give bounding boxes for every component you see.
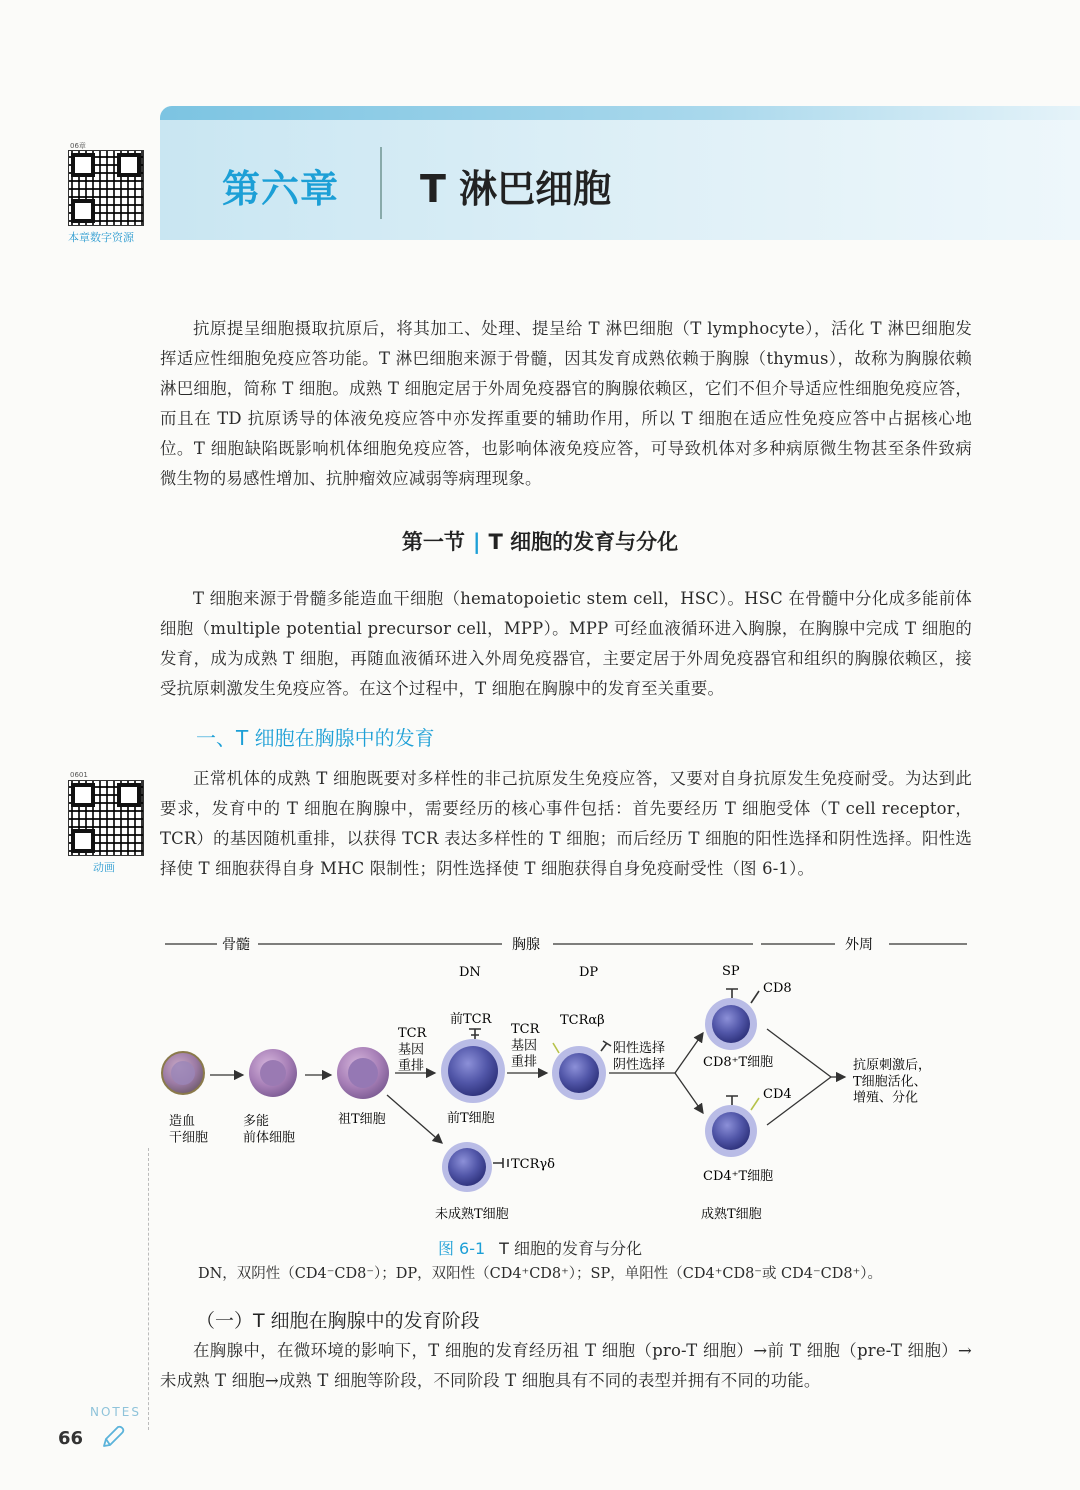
section-number: 第一节 xyxy=(401,530,465,554)
page-number: 66 xyxy=(58,1428,84,1449)
label-tcr-rearrangement: TCR 基因重排 xyxy=(511,1022,540,1070)
label-pre-tcr: 前TCR xyxy=(450,1012,492,1027)
cell-label-pre-t: 前T细胞 xyxy=(447,1111,495,1126)
subsection-heading: 一、T 细胞在胸腺中的发育 xyxy=(196,726,435,750)
stage-label: DP xyxy=(579,965,599,980)
cell-label-pro-t: 祖T细胞 xyxy=(338,1112,386,1127)
subsubsection-paragraph: 在胸腺中，在微环境的影响下，T 细胞的发育经历祖 T 细胞（pro-T 细胞）→前 T 细胞（pre-T 细胞）→未成熟 T 细胞→成熟 T 细胞等阶段，不同阶段 T 细胞具有不同的表型并拥有不同的功能。 xyxy=(160,1341,972,1390)
cell-label-cd8: CD8⁺T细胞 xyxy=(703,1055,774,1070)
qr-code-label: 动画 xyxy=(93,861,115,874)
qr-code-id: 06章 xyxy=(70,142,86,150)
label-outcome: 抗原刺激后， T细胞活化、增殖、分化 xyxy=(853,1058,932,1106)
figure-note: DN，双阴性（CD4⁻CD8⁻）；DP，双阳性（CD4⁺CD8⁺）；SP，单阳性（CD4⁺CD8⁻或 CD4⁻CD8⁺）。 xyxy=(197,1266,883,1282)
figure-caption xyxy=(0,1236,1080,1259)
qr-code-id: 0601 xyxy=(70,771,88,779)
cell-label-cd4: CD4⁺T细胞 xyxy=(703,1169,774,1184)
section-heading xyxy=(0,526,1080,556)
figure-number: 图 6-1 xyxy=(437,1239,486,1258)
pencil-icon xyxy=(100,1424,126,1450)
label-tcr-gamma-delta: TCRγδ xyxy=(511,1157,556,1172)
notes-divider xyxy=(148,1148,149,1430)
label-tcr-alpha-beta: TCRαβ xyxy=(560,1013,605,1028)
cell-label-mpp: 多能前体细胞 xyxy=(243,1114,296,1146)
subsection-paragraph: 正常机体的成熟 T 细胞既要对多样性的非己抗原发生免疫应答，又要对自身抗原发生免疫耐受。为达到此要求，发育中的 T 细胞在胸腺中，需要经历的核心事件包括：首先要经历 T 细胞受体（T cell receptor，TCR）的基因随机重排，以获得 TCR 表达多样性的 T 细胞；而后经历 T 细胞的阳性选择和阴性选择。阳性选择使 T 细胞获得自身 MHC 限制性；阴性选择使 T 细胞获得自身免疫耐受性（图 6-1）。 xyxy=(160,769,972,878)
region-label: 骨髓 xyxy=(222,937,250,953)
qr-code-label: 本章数字资源 xyxy=(68,231,134,244)
section-heading-divider: | xyxy=(472,530,481,554)
region-label: 外周 xyxy=(845,937,873,953)
figure-t-cell-development xyxy=(155,925,980,1235)
label-selection: 阳性选择阴性选择 xyxy=(613,1041,666,1073)
notes-label: NOTES xyxy=(90,1405,141,1419)
label-cd8-marker: CD8 xyxy=(763,981,792,996)
section-title: T 细胞的发育与分化 xyxy=(488,530,679,554)
chapter-divider xyxy=(380,147,382,219)
region-label: 胸腺 xyxy=(512,937,540,953)
cell-label-immature: 未成熟T细胞 xyxy=(435,1207,509,1222)
label-cd4-marker: CD4 xyxy=(763,1087,792,1102)
chapter-title: T 淋巴细胞 xyxy=(420,167,612,211)
stage-label: SP xyxy=(722,964,740,979)
stage-label: DN xyxy=(459,965,481,980)
qr-code-icon[interactable] xyxy=(68,780,144,856)
intro-paragraph: 抗原提呈细胞摄取抗原后，将其加工、处理、提呈给 T 淋巴细胞（T lymphocyte），活化 T 淋巴细胞发挥适应性细胞免疫应答功能。T 淋巴细胞来源于骨髓，因其发育成熟依赖于胸腺（thymus），故称为胸腺依赖淋巴细胞，简称 T 细胞。成熟 T 细胞定居于外周免疫器官的胸腺依赖区，它们不但介导适应性细胞免疫应答，而且在 TD 抗原诱导的体液免疫应答中亦发挥重要的辅助作用，所以 T 细胞在适应性免疫应答中占据核心地位。T 细胞缺陷既影响机体细胞免疫应答，也影响体液免疫应答，可导致机体对多种病原微生物甚至条件致病微生物的易感性增加、抗肿瘤效应减弱等病理现象。 xyxy=(160,319,972,488)
label-mature-t: 成熟T细胞 xyxy=(701,1207,762,1222)
figure-title: T 细胞的发育与分化 xyxy=(499,1239,643,1258)
section-paragraph: T 细胞来源于骨髓多能造血干细胞（hematopoietic stem cell，HSC）。HSC 在骨髓中分化成多能前体细胞（multiple potential precursor cell，MPP）。MPP 可经血液循环进入胸腺，在胸腺中完成 T 细胞的发育，成为成熟 T 细胞，再随血液循环进入外周免疫器官，主要定居于外周免疫器官和组织的胸腺依赖区，接受抗原刺激发生免疫应答。在这个过程中，T 细胞在胸腺中的发育至关重要。 xyxy=(160,589,972,698)
chapter-number: 第六章 xyxy=(222,167,340,211)
cell-label-hsc: 造血干细胞 xyxy=(169,1114,209,1146)
qr-code-icon[interactable] xyxy=(68,150,144,226)
banner-accent-stripe xyxy=(160,106,1080,120)
label-tcr-rearrangement: TCR 基因重排 xyxy=(398,1026,427,1074)
subsubsection-heading: （一）T 细胞在胸腺中的发育阶段 xyxy=(196,1310,480,1332)
